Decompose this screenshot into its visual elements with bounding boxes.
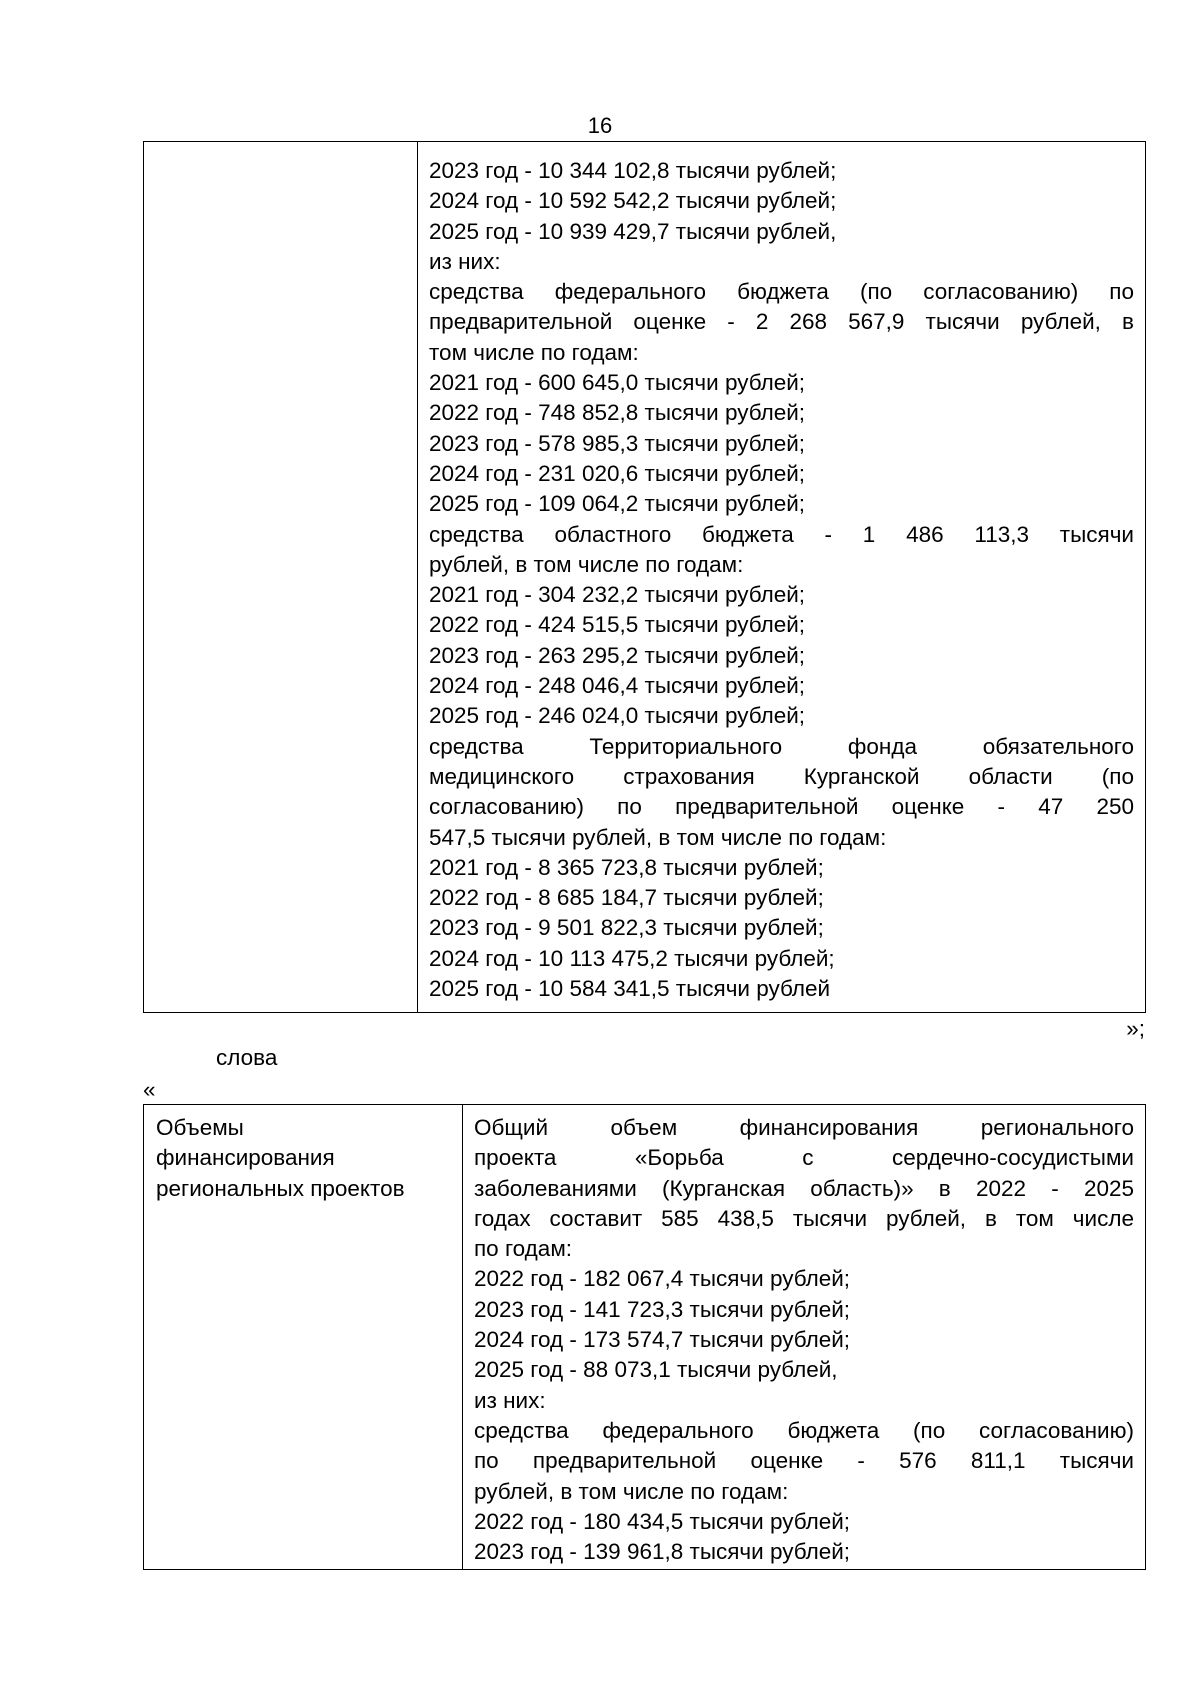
text-line: 2022 год - 748 852,8 тысячи рублей; [429, 400, 806, 426]
text-line: 2022 год - 424 515,5 тысячи рублей; [429, 612, 806, 638]
text-line: 2023 год - 141 723,3 тысячи рублей; [474, 1296, 851, 1322]
table2-left-cell [144, 1105, 463, 1570]
text-line: предварительной оценке - 2 268 567,9 тысячи рублей, в [429, 309, 1134, 335]
text-line: 2024 год - 10 592 542,2 тысячи рублей; [429, 188, 837, 214]
table1-right-cell [418, 142, 1146, 1013]
text-line: 2023 год - 263 295,2 тысячи рублей; [429, 642, 806, 668]
table1-left-cell [144, 142, 418, 1013]
text-line: 2025 год - 10 939 429,7 тысячи рублей, [429, 218, 837, 244]
text-line: по предварительной оценке - 576 811,1 тысячи [474, 1448, 1134, 1474]
text-line: медицинского страхования Курганской области (по [429, 763, 1134, 789]
text-line: 547,5 тысячи рублей, в том числе по годам: [429, 824, 887, 850]
text-line: 2024 год - 248 046,4 тысячи рублей; [429, 673, 806, 699]
text-line: 2025 год - 109 064,2 тысячи рублей; [429, 491, 806, 517]
funding-table-continued [143, 141, 1146, 1013]
text-line: 2023 год - 9 501 822,3 тысячи рублей; [429, 915, 824, 941]
text-line: 2025 год - 88 073,1 тысячи рублей, [474, 1357, 838, 1383]
text-line: 2023 год - 578 985,3 тысячи рублей; [429, 430, 806, 456]
regional-projects-funding-table [143, 1104, 1146, 1570]
text-line: из них: [474, 1387, 546, 1413]
text-line: 2021 год - 600 645,0 тысячи рублей; [429, 370, 806, 396]
text-line: заболеваниями (Курганская область)» в 2022 - 2025 [474, 1175, 1134, 1201]
table1-left-cell-text [144, 142, 417, 164]
text-line: 2022 год - 8 685 184,7 тысячи рублей; [429, 885, 824, 911]
text-line: средства Территориального фонда обязательного [429, 733, 1134, 759]
text-line: 2025 год - 246 024,0 тысячи рублей; [429, 703, 806, 729]
text-line: средства областного бюджета - 1 486 113,3 тысячи [429, 521, 1134, 547]
text-line: 2024 год - 10 113 475,2 тысячи рублей; [429, 945, 835, 971]
table2-right-cell-text [463, 1105, 1145, 1569]
text-line: 2024 год - 231 020,6 тысячи рублей; [429, 460, 806, 486]
text-line: средства федерального бюджета (по согласованию) [474, 1417, 1134, 1443]
text-line: 2024 год - 173 574,7 тысячи рублей; [474, 1327, 851, 1353]
text-line: средства федерального бюджета (по согласованию) по [429, 279, 1134, 305]
opening-quote: « [143, 1077, 156, 1102]
text-line: Общий объем финансирования регионального [474, 1115, 1134, 1140]
text-line: рублей, в том числе по годам: [429, 551, 744, 577]
text-line: рублей, в том числе по годам: [474, 1478, 789, 1504]
text-line: из них: [429, 248, 501, 274]
table2-right-cell [463, 1105, 1146, 1570]
closing-quote: »; [1126, 1016, 1145, 1041]
word-slova: слова [216, 1045, 278, 1070]
text-line: согласованию) по предварительной оценке - 47 250 [429, 794, 1134, 820]
text-line: годах составит 585 438,5 тысячи рублей, в том числе [474, 1205, 1134, 1231]
text-line: 2022 год - 182 067,4 тысячи рублей; [474, 1266, 851, 1292]
text-line: региональных проектов [156, 1175, 405, 1201]
text-line: проекта «Борьба с сердечно-сосудистыми [474, 1145, 1134, 1171]
text-line: по годам: [474, 1236, 573, 1262]
text-line: 2023 год - 10 344 102,8 тысячи рублей; [429, 158, 837, 183]
text-line: 2021 год - 8 365 723,8 тысячи рублей; [429, 854, 824, 880]
text-line: Объемы [156, 1115, 244, 1140]
text-line: 2022 год - 180 434,5 тысячи рублей; [474, 1508, 851, 1534]
text-line: том числе по годам: [429, 339, 639, 365]
text-line: 2021 год - 304 232,2 тысячи рублей; [429, 582, 806, 608]
page-number: 16 [587, 113, 613, 138]
text-line: 2023 год - 139 961,8 тысячи рублей; [474, 1539, 851, 1565]
text-line: 2025 год - 10 584 341,5 тысячи рублей [429, 976, 831, 1002]
table2-left-cell-text [144, 1105, 462, 1204]
text-line: финансирования [156, 1145, 335, 1171]
table1-right-cell-text [418, 142, 1145, 1012]
